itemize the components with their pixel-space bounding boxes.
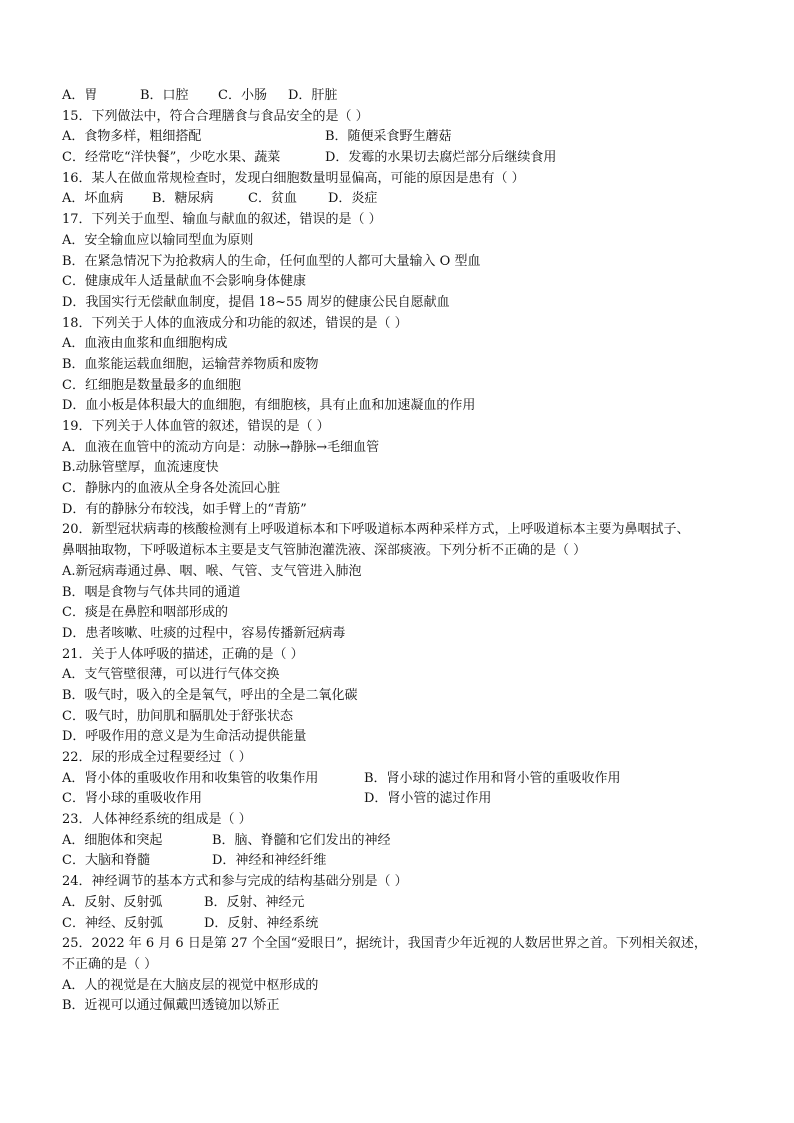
q14-option-b: B．口腔: [140, 88, 189, 103]
exam-page: [62, 86, 752, 1017]
q24-stem: 24．神经调节的基本方式和参与完成的结构基础分别是（ ）: [62, 874, 408, 890]
q14-options-row: [62, 86, 752, 107]
q15-option-b: B．随便采食野生蘑菇: [325, 129, 452, 145]
q17-option-a: A．安全输血应以输同型血为原则: [62, 232, 254, 248]
q24-option-d: D．反射、神经系统: [204, 915, 319, 931]
q15-option-c: C．经常吃“洋快餐”，少吃水果、蔬菜: [62, 150, 281, 166]
q23-options-row-1: [62, 831, 752, 852]
q24-option-a: A．反射、反射弧: [62, 894, 163, 910]
q25-option-a: A．人的视觉是在大脑皮层的视觉中枢形成的: [62, 977, 319, 993]
q24-option-b: B．反射、神经元: [204, 894, 305, 910]
q25-stem-line-1: 25．2022 年 6 月 6 日是第 27 个全国“爱眼日”，据统计，我国青少年近视的人数居世界之首。下列相关叙述，: [62, 936, 707, 952]
q23-option-d: D．神经和神经纤维: [212, 853, 327, 869]
q19-option-a: A．血液在血管中的流动方向是：动脉→静脉→毛细血管: [62, 439, 380, 455]
q21-stem: 21．关于人体呼吸的描述，正确的是（ ）: [62, 646, 304, 662]
q20-option-d: D．患者咳嗽、吐痰的过程中，容易传播新冠病毒: [62, 625, 346, 641]
q24-option-c: C．神经、反射弧: [62, 915, 163, 931]
q19-option-d: D．有的静脉分布较浅，如手臂上的“青筋”: [62, 501, 307, 517]
q23-option-a: A．细胞体和突起: [62, 832, 163, 848]
q15-options-row-2: [62, 148, 752, 169]
q16-options-row: [62, 189, 752, 210]
q16-stem: 16．某人在做血常规检查时，发现白细胞数量明显偏高，可能的原因是患有（ ）: [62, 170, 525, 186]
q21-option-a: A．支气管壁很薄，可以进行气体交换: [62, 667, 280, 683]
q20-stem-line-2: 鼻咽抽取物，下呼吸道标本主要是支气管肺泡灌洗液、深部痰液。下列分析不正确的是（ ）: [62, 543, 587, 559]
q17-stem: 17．下列关于血型、输血与献血的叙述，错误的是（ ）: [62, 212, 382, 228]
q18-option-c: C．红细胞是数量最多的血细胞: [62, 377, 241, 393]
q22-option-c: C．肾小球的重吸收作用: [62, 791, 202, 807]
q22-options-row-2: [62, 789, 752, 810]
q21-option-c: C．吸气时，肋间肌和膈肌处于舒张状态: [62, 708, 293, 724]
q23-stem: 23．人体神经系统的组成是（ ）: [62, 812, 252, 828]
q17-option-c: C．健康成年人适量献血不会影响身体健康: [62, 274, 306, 290]
q19-stem: 19．下列关于人体血管的叙述，错误的是（ ）: [62, 419, 330, 434]
q21-option-d: D．呼吸作用的意义是为生命活动提供能量: [62, 729, 307, 745]
q22-options-row-1: [62, 769, 752, 790]
q15-option-d: D．发霉的水果切去腐烂部分后继续食用: [325, 150, 557, 166]
q20-option-c: C．痰是在鼻腔和咽部形成的: [62, 605, 228, 621]
q22-option-b: B．肾小球的滤过作用和肾小管的重吸收作用: [364, 770, 621, 786]
q24-options-row-2: [62, 914, 752, 935]
q24-options-row-1: [62, 893, 752, 914]
q15-options-row-1: [62, 127, 752, 148]
q23-option-b: B．脑、脊髓和它们发出的神经: [212, 832, 391, 848]
q14-option-d: D．肝脏: [288, 88, 338, 103]
q19-option-c: C．静脉内的血液从全身各处流回心脏: [62, 481, 280, 497]
q18-option-a: A．血液由血浆和血细胞构成: [62, 336, 228, 352]
q17-option-d: D．我国实行无偿献血制度，提倡 18~55 周岁的健康公民自愿献血: [62, 294, 450, 310]
q21-option-b: B．吸气时，吸入的全是氧气，呼出的全是二氧化碳: [62, 687, 358, 703]
q22-option-a: A．肾小体的重吸收作用和收集管的收集作用: [62, 770, 319, 786]
q18-option-d: D．血小板是体积最大的血细胞，有细胞核，具有止血和加速凝血的作用: [62, 398, 476, 414]
q22-stem: 22．尿的形成全过程要经过（ ）: [62, 750, 252, 765]
q22-option-d: D．肾小管的滤过作用: [364, 791, 492, 807]
q20-option-a: A.新冠病毒通过鼻、咽、喉、气管、支气管进入肺泡: [62, 563, 362, 579]
q16-option-a: A．坏血病: [62, 191, 124, 207]
q25-option-b: B．近视可以通过佩戴凹透镜加以矫正: [62, 998, 280, 1014]
q17-option-b: B．在紧急情况下为抢救病人的生命，任何血型的人都可大量输入 O 型血: [62, 253, 481, 269]
q19-option-b: B.动脉管壁厚，血流速度快: [62, 460, 219, 476]
q20-option-b: B．咽是食物与气体共同的通道: [62, 584, 241, 600]
q18-stem: 18．下列关于人体的血液成分和功能的叙述，错误的是（ ）: [62, 315, 408, 331]
q14-option-a: A．胃: [62, 88, 98, 103]
q16-option-d: D．炎症: [328, 191, 378, 207]
q25-stem-line-2: 不正确的是（ ）: [62, 956, 158, 972]
q15-stem: 15．下列做法中，符合合理膳食与食品安全的是（ ）: [62, 108, 369, 124]
q16-option-b: B．糖尿病: [152, 191, 214, 207]
q18-option-b: B．血浆能运载血细胞，运输营养物质和废物: [62, 356, 319, 372]
q16-option-c: C．贫血: [248, 191, 297, 207]
q20-stem-line-1: 20．新型冠状病毒的核酸检测有上呼吸道标本和下呼吸道标本两种采样方式，上呼吸道标本主要为鼻咽拭子、: [62, 522, 690, 538]
q23-options-row-2: [62, 851, 752, 872]
q23-option-c: C．大脑和脊髓: [62, 853, 150, 869]
q14-option-c: C．小肠: [218, 88, 267, 103]
q15-option-a: A．食物多样，粗细搭配: [62, 129, 202, 145]
